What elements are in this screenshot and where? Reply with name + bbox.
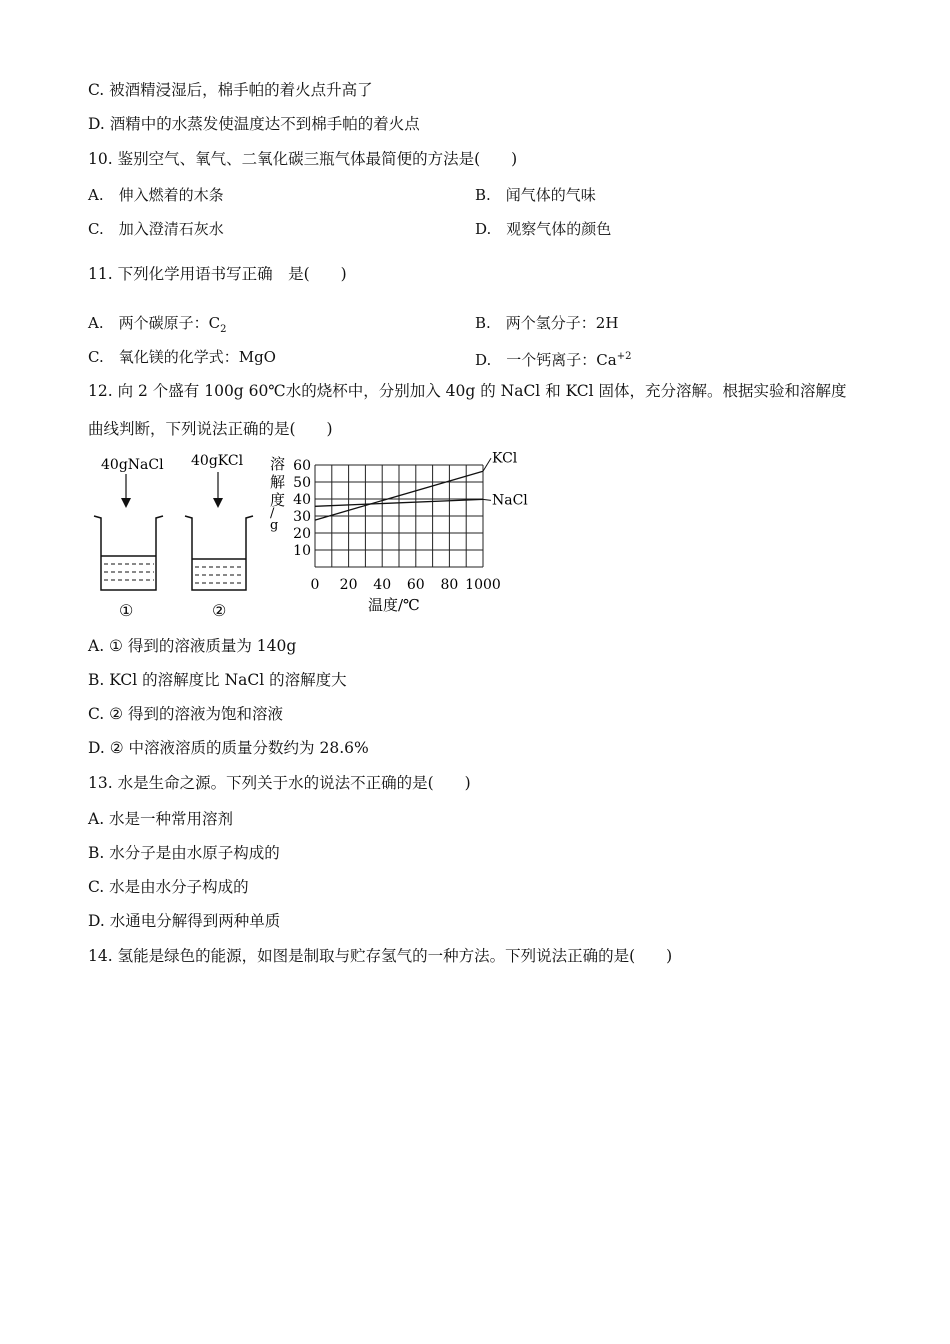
chart-grid xyxy=(315,465,483,567)
q11-option-d: D. 一个钙离子：$Ca^{+2}$ xyxy=(475,351,632,369)
q10-option-b: B. 闻气体的气味 xyxy=(475,186,596,204)
beaker-1-mark: ① xyxy=(119,601,134,620)
beaker-2-liquid xyxy=(195,567,244,583)
q11-option-c: C. 氧化镁的化学式：MgO xyxy=(88,348,276,366)
chart-x-ticks xyxy=(311,577,501,593)
chart-x-label: 温度/℃ xyxy=(368,596,420,614)
chart-y-label-char: g xyxy=(270,518,279,533)
q10-option-d: D. 观察气体的颜色 xyxy=(475,220,612,238)
q12-stem-line2: 曲线判断，下列说法正确的是( ) xyxy=(88,420,333,438)
q13-option-b: B. 水分子是由水原子构成的 xyxy=(88,844,280,862)
q12-figure xyxy=(88,452,528,622)
q10-option-c: C. 加入澄清石灰水 xyxy=(88,220,224,238)
q11-option-a-subscript: 2 xyxy=(220,324,227,335)
chart-y-label-char: 解 xyxy=(270,473,286,491)
chart-x-tick-label: 60 xyxy=(406,577,425,593)
q9-option-d: D. 酒精中的水蒸发使温度达不到棉手帕的着火点 xyxy=(88,115,420,133)
beaker-1-glass xyxy=(94,516,163,590)
q13-option-d: D. 水通电分解得到两种单质 xyxy=(88,912,281,930)
q11-option-b: B. 两个氢分子：2H xyxy=(475,314,619,332)
q13-stem: 13. 水是生命之源。下列关于水的说法不正确的是( ) xyxy=(88,774,471,792)
q14-stem: 14. 氢能是绿色的能源，如图是制取与贮存氢气的一种方法。下列说法正确的是( ) xyxy=(88,947,673,965)
beaker-1-arrowhead xyxy=(121,498,131,508)
beaker-2 xyxy=(185,453,253,620)
chart-y-label-char: / xyxy=(270,506,275,521)
chart-y-tick-label: 10 xyxy=(293,543,311,559)
chart-y-label xyxy=(270,455,285,533)
beaker-2-arrowhead xyxy=(213,498,223,508)
solubility-chart xyxy=(270,452,528,614)
chart-x-tick-label: 0 xyxy=(310,577,320,593)
beaker-1 xyxy=(94,457,164,620)
q12-option-d: D. ② 中溶液溶质的质量分数约为 28.6% xyxy=(88,739,369,757)
q11-option-d-superscript: +2 xyxy=(616,351,632,362)
chart-x-tick-label: 1000 xyxy=(465,577,501,593)
beaker-2-glass xyxy=(185,516,253,590)
chart-series-label-kcl: KCl xyxy=(492,452,518,467)
q10-option-a: A. 伸入燃着的木条 xyxy=(88,186,224,204)
chart-series xyxy=(315,452,528,520)
chart-series-label-nacl: NaCl xyxy=(492,492,528,509)
q12-stem-line1: 12. 向 2 个盛有 100g 60℃水的烧杯中，分别加入 40g 的 NaCl 和 KCl 固体，充分溶解。根据实验和溶解度 xyxy=(88,382,847,400)
q11-stem: 11. 下列化学用语书写正确 是( ) xyxy=(88,265,347,283)
chart-series-leader xyxy=(483,499,491,500)
q12-option-b: B. KCl 的溶解度比 NaCl 的溶解度大 xyxy=(88,671,347,689)
chart-series-leader xyxy=(483,458,491,471)
chart-x-tick-label: 40 xyxy=(373,577,392,593)
beaker-1-label: 40gNaCl xyxy=(101,457,164,473)
q13-option-a: A. 水是一种常用溶剂 xyxy=(88,810,234,828)
beaker-2-mark: ② xyxy=(212,601,227,620)
chart-y-label-char: 溶 xyxy=(270,455,286,473)
beaker-1-liquid xyxy=(104,564,154,580)
chart-x-tick-label: 80 xyxy=(440,577,459,593)
chart-x-tick-label: 20 xyxy=(339,577,358,593)
q9-option-c: C. 被酒精浸湿后，棉手帕的着火点升高了 xyxy=(88,81,373,99)
chart-y-tick-label: 50 xyxy=(293,475,311,491)
chart-y-tick-label: 20 xyxy=(293,526,311,542)
chart-y-label-char: 度 xyxy=(270,491,286,509)
q12-option-a: A. ① 得到的溶液质量为 140g xyxy=(88,637,297,655)
chart-y-tick-label: 60 xyxy=(293,458,311,474)
q11-option-a: A. 两个碳原子：$C_2$ xyxy=(88,314,227,335)
q10-stem: 10. 鉴别空气、氧气、二氧化碳三瓶气体最简便的方法是( ) xyxy=(88,150,518,168)
beaker-2-label: 40gKCl xyxy=(191,453,244,469)
chart-y-tick-label: 40 xyxy=(293,492,311,508)
chart-y-tick-label: 30 xyxy=(293,509,311,525)
q12-option-c: C. ② 得到的溶液为饱和溶液 xyxy=(88,705,283,723)
q13-option-c: C. 水是由水分子构成的 xyxy=(88,878,249,896)
chart-y-ticks xyxy=(293,458,311,559)
